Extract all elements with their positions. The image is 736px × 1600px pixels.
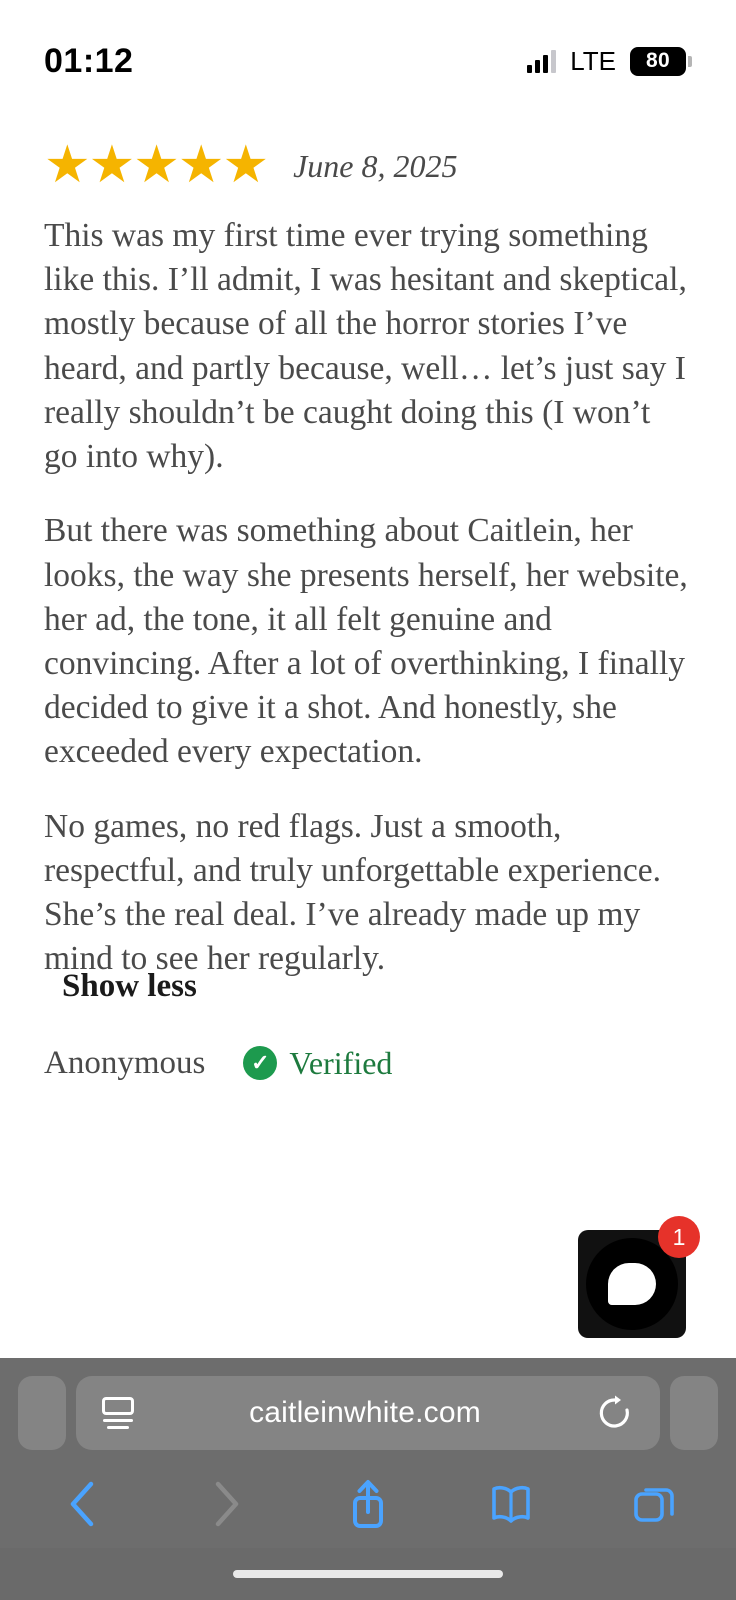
aa-page-settings-icon[interactable] [102, 1397, 134, 1429]
tabs-button[interactable] [618, 1474, 690, 1534]
carrier-tech-label: LTE [570, 45, 616, 76]
url-text: caitleinwhite.com [249, 1396, 481, 1429]
address-bar[interactable] [76, 1376, 660, 1450]
review-date: June 8, 2025 [293, 147, 458, 184]
review-footer [44, 1045, 692, 1082]
forward-button[interactable] [189, 1474, 261, 1534]
browser-bottom-bar [0, 1358, 736, 1600]
review-author: Anonymous [44, 1044, 206, 1081]
next-tab-pill[interactable] [670, 1376, 718, 1450]
bookmarks-button[interactable] [475, 1474, 547, 1534]
status-bar [0, 0, 736, 92]
share-button[interactable] [332, 1474, 404, 1534]
home-indicator[interactable] [233, 1570, 503, 1578]
status-time: 01:12 [44, 41, 134, 80]
home-indicator-area [0, 1548, 736, 1600]
battery-percent: 80 [646, 49, 670, 72]
previous-tab-pill[interactable] [18, 1376, 66, 1450]
cellular-signal-icon [527, 49, 556, 73]
chat-widget-button[interactable] [578, 1223, 686, 1338]
reload-icon[interactable] [596, 1394, 634, 1432]
battery-icon [630, 47, 692, 76]
star-rating: ★★★★★ [44, 137, 268, 194]
url-row [0, 1376, 736, 1450]
back-button[interactable] [46, 1474, 118, 1534]
review-paragraph: No games, no red flags. Just a smooth, respectful, and truly unforgettable experience. She’s the real deal. I’ve already made up my mind to see her regularly. [44, 807, 662, 978]
review-header [44, 137, 692, 194]
check-badge-icon: ✓ [243, 1046, 277, 1080]
show-less-button[interactable]: Show less [62, 967, 197, 1004]
review-paragraph: This was my first time ever trying something like this. I’ll admit, I was hesitant and skeptical, mostly because of all the horror stories I’ve heard, and partly because, well… let’s just say I really shouldn’t be caught doing this (I won’t go into why). [44, 217, 687, 476]
chat-unread-badge: 1 [658, 1216, 700, 1258]
review-paragraph: But there was something about Caitlein, her looks, the way she presents herself, her website, her ad, the tone, it all felt genuine and convincing. After a lot of overthinking, I finally decided to give it a shot. And honestly, she exceeded every expectation. [44, 512, 688, 771]
review-body [44, 214, 692, 982]
browser-toolbar [0, 1450, 736, 1548]
status-indicators [527, 46, 692, 77]
verified-label: Verified [289, 1044, 393, 1081]
verified-badge [243, 1045, 392, 1082]
review-card [0, 92, 736, 1358]
